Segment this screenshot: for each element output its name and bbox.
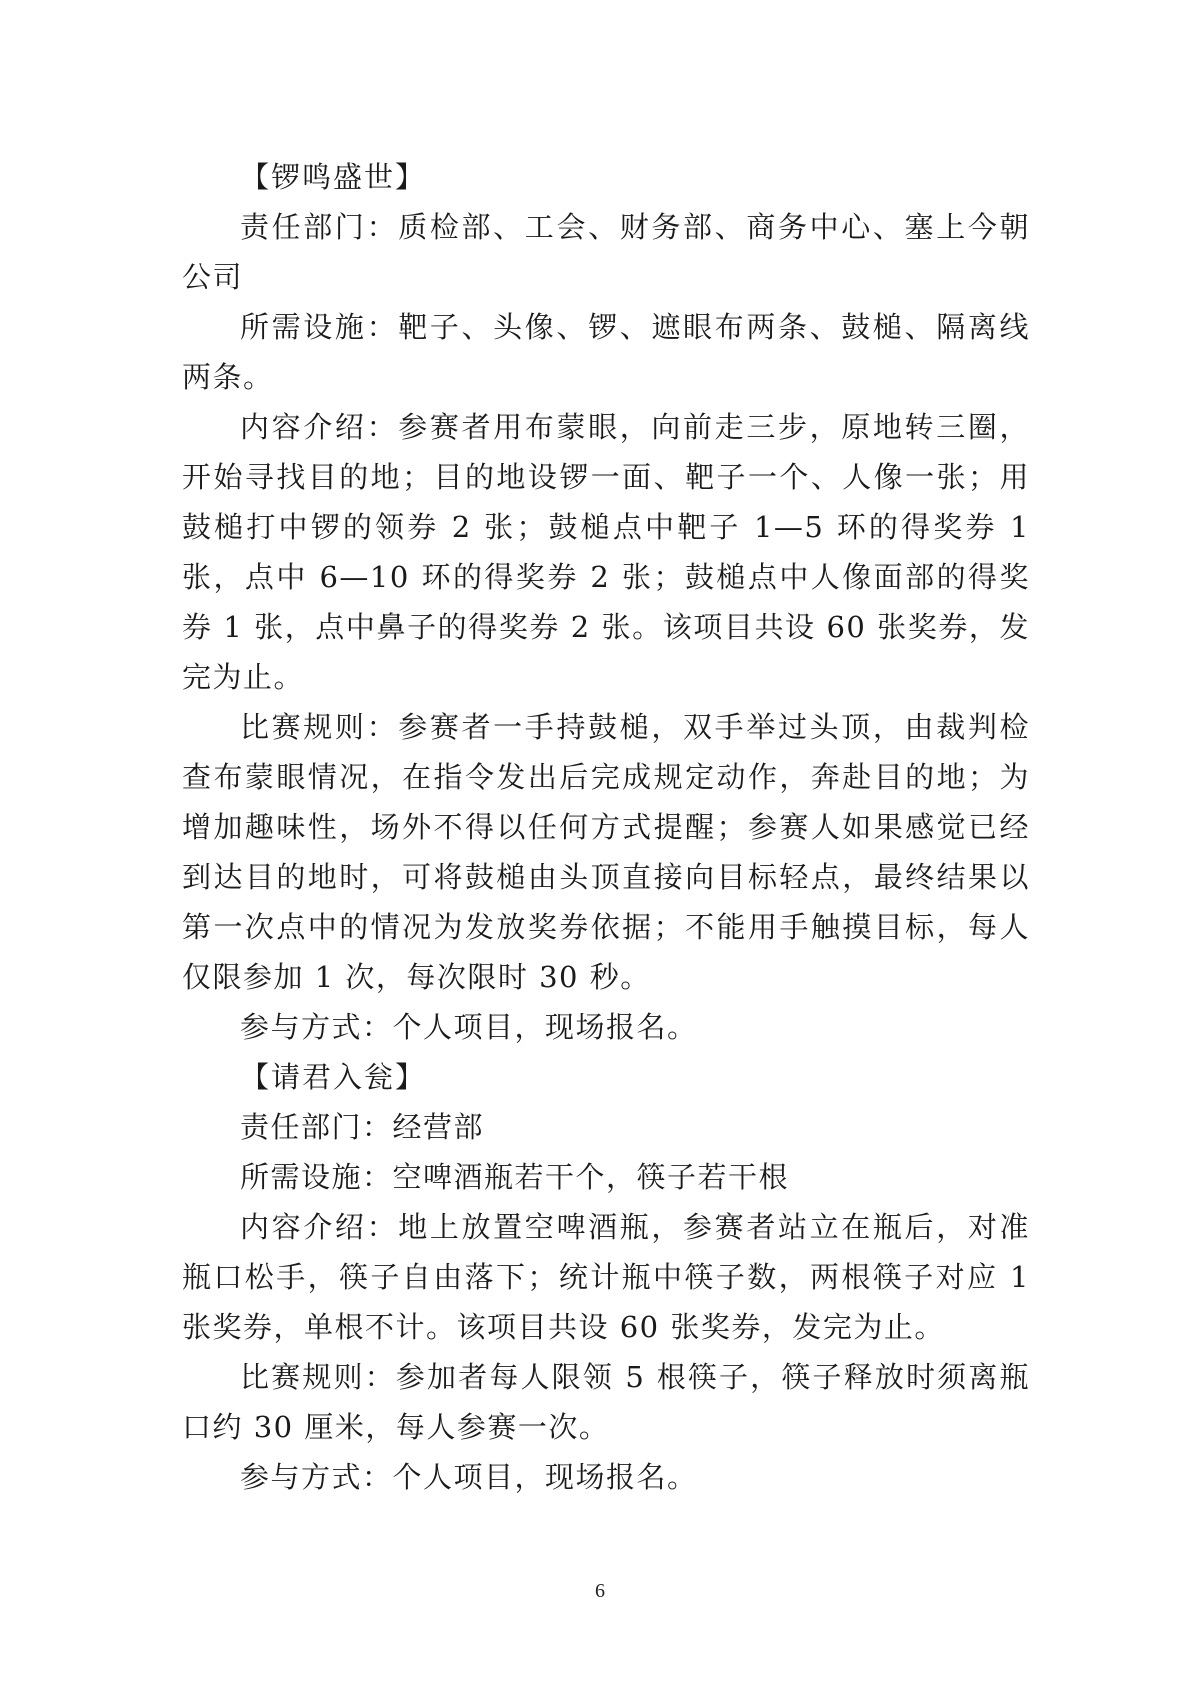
content-introduction: 内容介绍：地上放置空啤酒瓶，参赛者站立在瓶后，对准瓶口松手，筷子自由落下；统计瓶中筷子数，两根筷子对应 1 张奖券，单根不计。该项目共设 60 张奖券，发完为止。 bbox=[182, 1210, 1030, 1344]
participation-method: 参与方式：个人项目，现场报名。 bbox=[240, 1460, 698, 1494]
participation-method: 参与方式：个人项目，现场报名。 bbox=[240, 1010, 698, 1044]
section-qing-jun-ru-weng bbox=[182, 1052, 1030, 1502]
competition-rules: 比赛规则：参赛者一手持鼓槌，双手举过头顶，由裁判检查布蒙眼情况，在指令发出后完成规定动作，奔赴目的地；为增加趣味性，场外不得以任何方式提醒；参赛人如果感觉已经到达目的地时，可将鼓槌由头顶直接向目标轻点，最终结果以第一次点中的情况为发放奖券依据；不能用手触摸目标，每人仅限参加 1 次，每次限时 30 秒。 bbox=[182, 710, 1030, 994]
required-facilities: 所需设施：空啤酒瓶若干个，筷子若干根 bbox=[240, 1160, 790, 1194]
content-introduction: 内容介绍：参赛者用布蒙眼，向前走三步，原地转三圈，开始寻找目的地；目的地设锣一面、靶子一个、人像一张；用鼓槌打中锣的领券 2 张；鼓槌点中靶子 1—5 环的得奖券 1 张，点中 6—10 环的得奖券 2 张；鼓槌点中人像面部的得奖券 1 张，点中鼻子的得奖券 2 张。该项目共设 60 张奖券，发完为止。 bbox=[182, 410, 1030, 694]
page-number: 6 bbox=[595, 1580, 605, 1602]
section-title: 【锣鸣盛世】 bbox=[240, 160, 427, 194]
required-facilities: 所需设施：靶子、头像、锣、遮眼布两条、鼓槌、隔离线两条。 bbox=[182, 310, 1030, 394]
responsible-department: 责任部门：经营部 bbox=[240, 1110, 485, 1144]
document-body bbox=[182, 152, 1030, 1502]
section-title: 【请君入瓮】 bbox=[240, 1060, 427, 1094]
section-luo-ming-sheng-shi bbox=[182, 152, 1030, 1052]
competition-rules: 比赛规则：参加者每人限领 5 根筷子，筷子释放时须离瓶口约 30 厘米，每人参赛一次。 bbox=[182, 1360, 1030, 1444]
responsible-department: 责任部门：质检部、工会、财务部、商务中心、塞上今朝公司 bbox=[182, 210, 1030, 294]
